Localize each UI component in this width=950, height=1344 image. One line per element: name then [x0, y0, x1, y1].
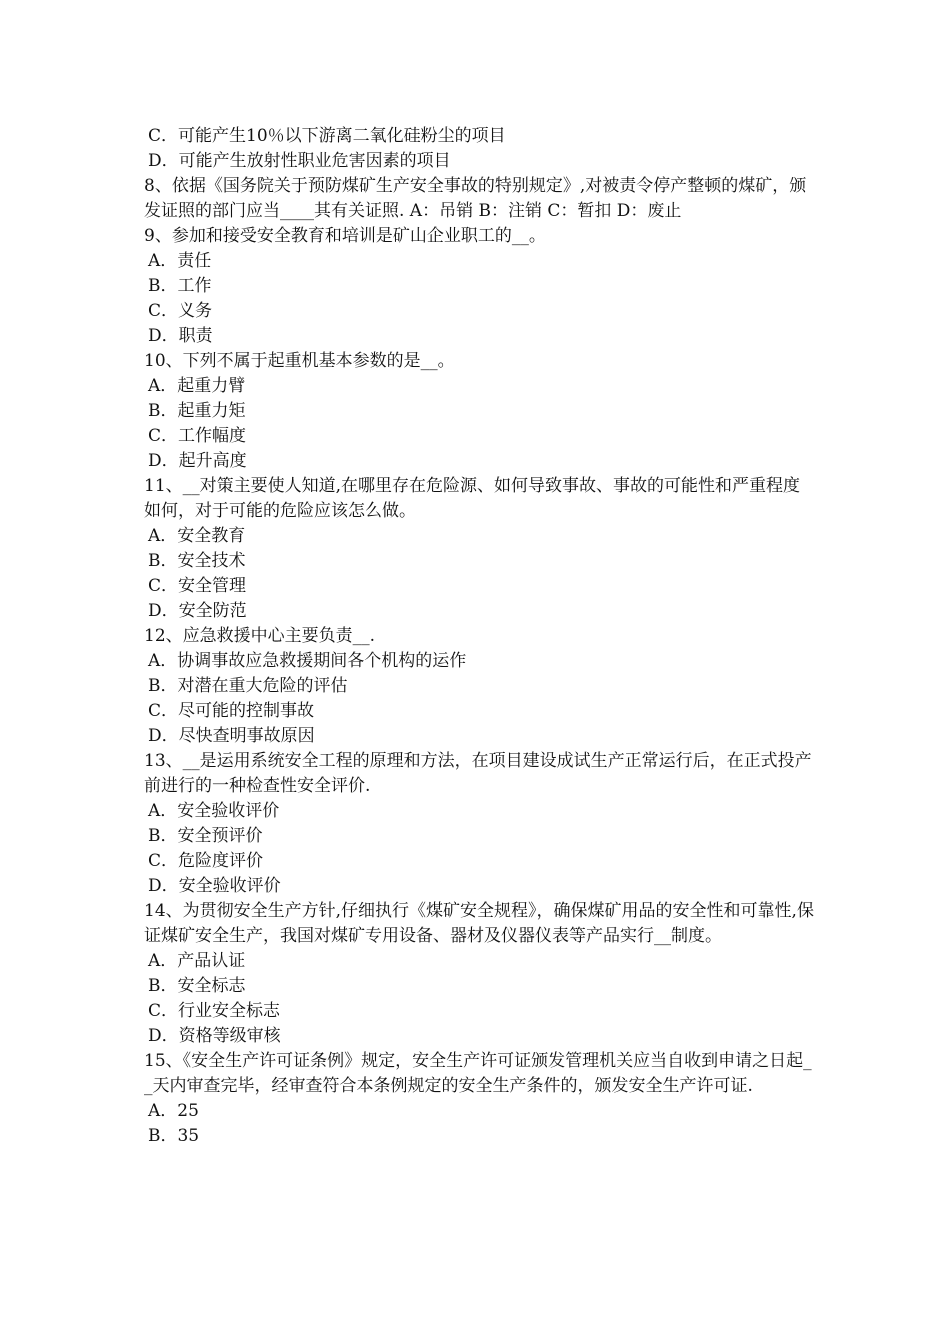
option-line: C．危险度评价	[148, 851, 264, 871]
question-line: 9、参加和接受安全教育和培训是矿山企业职工的__。	[144, 226, 546, 246]
option-line: C．义务	[148, 301, 213, 321]
question-line: 8、依据《国务院关于预防煤矿生产安全事故的特别规定》,对被责令停产整顿的煤矿，颁发证照的部门应当____其有关证照. A：吊销 B：注销 C：暂扣 D：废止	[144, 176, 807, 221]
question-line: 13、__是运用系统安全工程的原理和方法，在项目建设成试生产正常运行后，在正式投产前进行的一种检查性安全评价.	[144, 751, 812, 796]
option-line: D．安全防范	[148, 601, 247, 621]
option-line: A．安全教育	[148, 526, 246, 546]
question-line: 11、__对策主要使人知道,在哪里存在危险源、如何导致事故、事故的可能性和严重程度如何，对于可能的危险应该怎么做。	[144, 476, 801, 521]
option-line: B．起重力矩	[148, 401, 246, 421]
option-line: C．安全管理	[148, 576, 247, 596]
option-line: A．安全验收评价	[148, 801, 280, 821]
option-line: B．对潜在重大危险的评估	[148, 676, 348, 696]
question-line: 14、为贯彻安全生产方针,仔细执行《煤矿安全规程》，确保煤矿用品的安全性和可靠性,保证煤矿安全生产，我国对煤矿专用设备、器材及仪器仪表等产品实行__制度。	[144, 901, 814, 946]
option-line: D．起升高度	[148, 451, 247, 471]
option-line: B．安全标志	[148, 976, 246, 996]
option-line: B．35	[148, 1126, 200, 1146]
option-line: D．尽快查明事故原因	[148, 726, 315, 746]
option-line: A．责任	[148, 251, 212, 271]
option-line: B．工作	[148, 276, 212, 296]
option-line: C．工作幅度	[148, 426, 247, 446]
question-line: 12、应急救援中心主要负责__.	[144, 626, 376, 646]
option-line: D．安全验收评价	[148, 876, 281, 896]
option-line: B．安全预评价	[148, 826, 263, 846]
option-line: C．可能产生10％以下游离二氧化硅粉尘的项目	[148, 126, 506, 146]
document-body	[144, 124, 814, 1149]
option-line: A．产品认证	[148, 951, 246, 971]
question-line: 15、《安全生产许可证条例》规定，安全生产许可证颁发管理机关应当自收到申请之日起__天内审查完毕，经审查符合本条例规定的安全生产条件的，颁发安全生产许可证.	[144, 1051, 812, 1096]
option-line: A．协调事故应急救援期间各个机构的运作	[148, 651, 467, 671]
question-line: 10、下列不属于起重机基本参数的是__。	[144, 351, 455, 371]
option-line: C．尽可能的控制事故	[148, 701, 315, 721]
option-line: C．行业安全标志	[148, 1001, 281, 1021]
option-line: A．起重力臂	[148, 376, 246, 396]
option-line: D．职责	[148, 326, 213, 346]
option-line: D．可能产生放射性职业危害因素的项目	[148, 151, 451, 171]
option-line: B．安全技术	[148, 551, 246, 571]
option-line: D．资格等级审核	[148, 1026, 281, 1046]
option-line: A．25	[148, 1101, 199, 1121]
